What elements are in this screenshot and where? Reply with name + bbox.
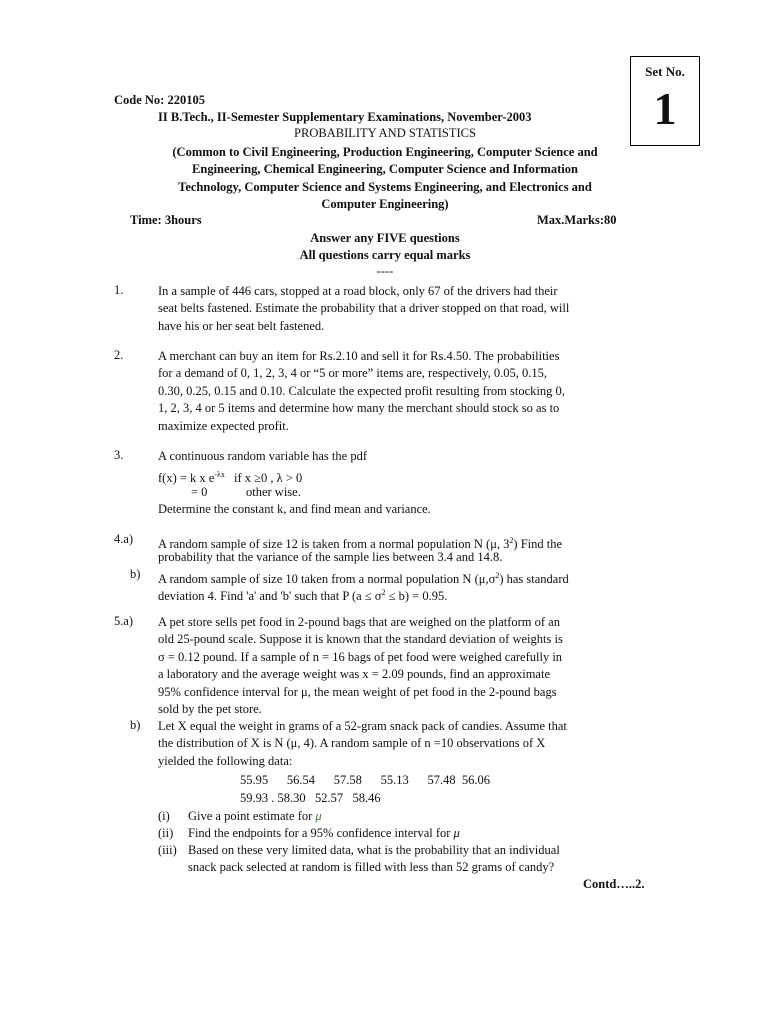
question-line: have his or her seat belt fastened. xyxy=(158,318,325,333)
question-line: sold by the pet store. xyxy=(158,702,262,717)
subquestion-text: snack pack selected at random is filled with less than 52 grams of candy? xyxy=(188,860,555,874)
question-line: seat belts fastened. Estimate the probability that a driver stopped on that road, will xyxy=(158,301,570,316)
common-line: Technology, Computer Science and Systems Engineering, and Electronics and xyxy=(178,179,592,194)
exponent: 2 xyxy=(381,588,386,597)
instruction-marks: All questions carry equal marks xyxy=(299,248,471,262)
question-number: 5.a) xyxy=(114,614,134,628)
max-marks: Max.Marks:80 xyxy=(537,213,617,227)
text: ) has standard xyxy=(499,572,569,587)
question-1 xyxy=(158,283,656,335)
question-4a-line: probability that the variance of the sample lies between 3.4 and 14.8. xyxy=(158,550,503,564)
exponent: -λx xyxy=(214,470,225,479)
pdf-otherwise: other wise. xyxy=(246,485,301,499)
question-line: the distribution of X is N (μ, 4). A random sample of n =10 observations of X xyxy=(158,736,546,751)
common-line: Engineering, Chemical Engineering, Computer Science and Information xyxy=(192,162,578,177)
text: Give a point estimate for xyxy=(188,809,316,823)
pdf-zero: = 0 xyxy=(191,485,208,499)
mu-symbol: μ xyxy=(315,809,322,823)
question-2 xyxy=(158,348,656,435)
question-line: a laboratory and the average weight was x = 2.09 pounds, find an approximate xyxy=(158,667,550,682)
question-3-intro: A continuous random variable has the pdf xyxy=(158,449,367,463)
subquestion-number: (ii) xyxy=(158,826,174,840)
question-line: 95% confidence interval for μ, the mean weight of pet food in the 2-pound bags xyxy=(158,684,557,699)
common-line: (Common to Civil Engineering, Production Engineering, Computer Science and xyxy=(172,145,598,159)
question-line: 0.30, 0.25, 0.15 and 0.10. Calculate the expected profit resulting from stocking 0, xyxy=(158,383,565,398)
question-line: yielded the following data: xyxy=(158,753,293,768)
pdf-condition: if x ≥0 , λ > 0 xyxy=(234,471,303,486)
question-line: 1, 2, 3, 4 or 5 items and determine how many the merchant should stock so as to xyxy=(158,401,560,416)
question-5a xyxy=(158,614,656,718)
question-line: In a sample of 446 cars, stopped at a road block, only 67 of the drivers had their xyxy=(158,284,558,298)
question-line: for a demand of 0, 1, 2, 3, 4 or “5 or more” items are, respectively, 0.05, 0.15, xyxy=(158,366,548,381)
subquestion-number: (iii) xyxy=(158,843,177,857)
text: ) Find the xyxy=(513,537,563,552)
instruction-answer: Answer any FIVE questions xyxy=(310,231,460,245)
question-number: 2. xyxy=(114,348,124,362)
question-subpart-number: b) xyxy=(130,718,141,732)
subquestion-text xyxy=(188,825,460,842)
question-3-task: Determine the constant k, and find mean and variance. xyxy=(158,502,431,516)
text: deviation 4. Find 'a' and 'b' such that P (a ≤ σ xyxy=(158,589,382,604)
separator: ---- xyxy=(376,264,394,278)
question-line: σ = 0.12 pound. If a sample of n = 16 bags of pet food were weighed carefully in xyxy=(158,649,563,664)
subject-title: PROBABILITY AND STATISTICS xyxy=(294,126,476,140)
text: ≤ b) = 0.95. xyxy=(385,589,448,604)
set-number: 1 xyxy=(653,83,677,134)
question-4b-line xyxy=(158,584,447,605)
common-to xyxy=(114,144,656,214)
question-line: Let X equal the weight in grams of a 52-gram snack pack of candies. Assume that xyxy=(158,719,567,733)
question-line: A merchant can buy an item for Rs.2.10 and sell it for Rs.4.50. The probabilities xyxy=(158,349,560,363)
data-row: 55.95 56.54 57.58 55.13 57.48 56.06 xyxy=(240,773,490,787)
set-label: Set No. xyxy=(645,64,685,79)
question-5b xyxy=(158,718,656,770)
continued-note: Contd…..2. xyxy=(583,877,645,891)
subquestion-text xyxy=(188,808,322,825)
question-line: maximize expected profit. xyxy=(158,418,289,433)
code-number: Code No: 220105 xyxy=(114,93,205,107)
text: Find the endpoints for a 95% confidence interval for xyxy=(188,826,454,840)
exponent: 2 xyxy=(509,536,514,545)
question-number: 3. xyxy=(114,448,124,462)
pdf-expression: f(x) = k x e xyxy=(158,471,215,486)
subquestion-number: (i) xyxy=(158,809,170,823)
data-row: 59.93 . 58.30 52.57 58.46 xyxy=(240,791,381,805)
question-number: 4.a) xyxy=(114,532,134,546)
question-line: A pet store sells pet food in 2-pound bags that are weighed on the platform of an xyxy=(158,615,560,629)
question-number: 1. xyxy=(114,283,124,297)
text: A random sample of size 12 is taken from a normal population N (μ, 3 xyxy=(158,537,510,552)
question-line: old 25-pound scale. Suppose it is known that the standard deviation of weights is xyxy=(158,632,563,647)
question-subpart-number: b) xyxy=(130,567,141,581)
common-line: Computer Engineering) xyxy=(321,197,449,212)
exam-title: II B.Tech., II-Semester Supplementary Examinations, November-2003 xyxy=(158,110,532,124)
text: A random sample of size 10 taken from a normal population N (μ,σ xyxy=(158,572,496,587)
exponent: 2 xyxy=(495,571,500,580)
time-allowed: Time: 3hours xyxy=(130,213,202,227)
mu-symbol: μ xyxy=(453,826,460,840)
subquestion-text: Based on these very limited data, what is the probability that an individual xyxy=(188,843,560,857)
